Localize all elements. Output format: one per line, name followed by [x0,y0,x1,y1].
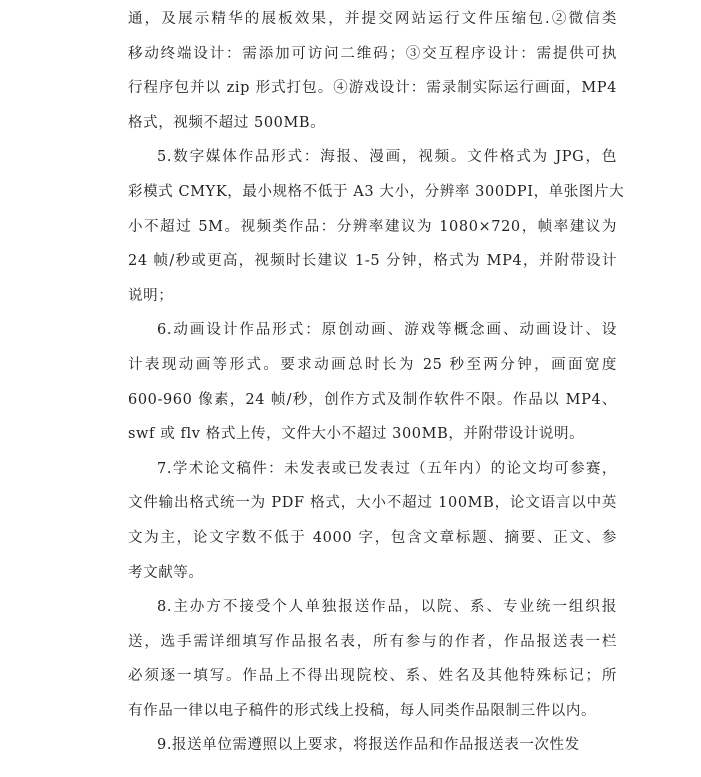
text-line: 9.报送单位需遵照以上要求，将报送作品和作品报送表一次性发 [157,737,580,754]
paragraph-p9 [128,728,617,763]
text-line: 送，选手需详细填写作品报名表，所有参与的作者，作品报送表一栏 [128,633,617,650]
document-page [0,2,701,777]
text-line: 小不超过 5M。视频类作品：分辨率建议为 1080×720，帧率建议为 [128,218,617,235]
text-line: 计表现动画等形式。要求动画总时长为 25 秒至两分钟，画面宽度 [128,356,617,373]
text-line: 600-960 像素，24 帧/秒，创作方式及制作软件不限。作品以 MP4、 [128,391,617,408]
text-line: 考文献等。 [128,564,204,581]
paragraph-p7 [128,452,617,590]
text-line: 说明； [128,287,174,304]
text-line: 必须逐一填写。作品上不得出现院校、系、姓名及其他特殊标记；所 [128,668,617,685]
text-line: 格式，视频不超过 500MB。 [128,114,326,131]
text-line: swf 或 flv 格式上传，文件大小不超过 300MB，并附带设计说明。 [128,426,585,443]
text-line: 6.动画设计作品形式：原创动画、游戏等概念画、动画设计、设 [157,322,617,339]
paragraph-p5 [128,140,625,313]
text-line: 有作品一律以电子稿件的形式线上投稿，每人同类作品限制三件以内。 [128,702,597,719]
text-line: 行程序包并以 zip 形式打包。④游戏设计：需录制实际运行画面，MP4 [128,80,617,97]
text-line: 通，及展示精华的展板效果，并提交网站运行文件压缩包.②微信类 [128,11,617,27]
text-line: 24 帧/秒或更高，视频时长建议 1-5 分钟，格式为 MP4，并附带设计 [128,253,617,270]
text-line: 移动终端设计：需添加可访问二维码；③交互程序设计：需提供可执 [128,45,617,62]
text-line: 彩模式 CMYK，最小规格不低于 A3 大小，分辨率 300DPI，单张图片大 [128,183,625,200]
paragraph-p6 [128,313,617,451]
text-line: 8.主办方不接受个人单独报送作品，以院、系、专业统一组织报 [157,599,617,616]
paragraph-p8 [128,590,617,728]
text-line: 文件输出格式统一为 PDF 格式，大小不超过 100MB，论文语言以中英 [128,495,617,512]
text-line: 7.学术论文稿件：未发表或已发表过（五年内）的论文均可参赛， [157,460,617,477]
text-line: 5.数字媒体作品形式：海报、漫画，视频。文件格式为 JPG，色 [157,149,617,166]
text-line: 文为主，论文字数不低于 4000 字，包含文章标题、摘要、正文、参 [128,529,617,546]
paragraph-p4-continued [128,2,617,140]
